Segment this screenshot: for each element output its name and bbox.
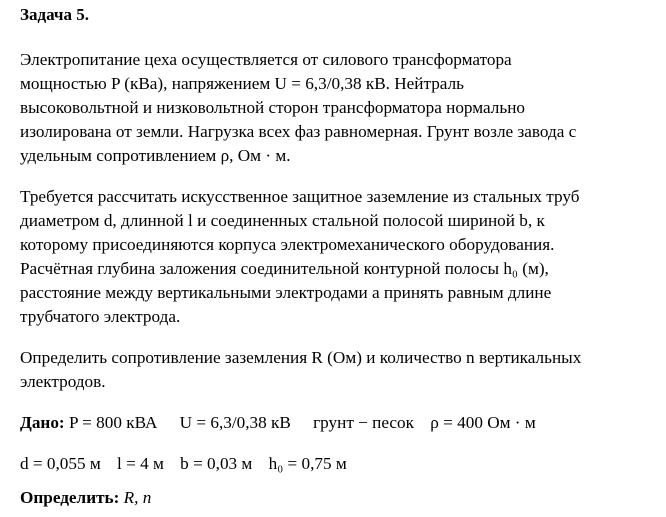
- given-voltage: U = 6,3/0,38 кВ: [179, 413, 291, 432]
- find-value: R, n: [123, 488, 152, 507]
- find-label: Определить:: [20, 488, 120, 507]
- find-line: [20, 486, 151, 510]
- paragraph-1-line-4: изолирована от земли. Нагрузка всех фаз равномерная. Грунт возле завода с: [20, 122, 577, 141]
- paragraph-2-line-6: трубчатого электрода.: [20, 307, 181, 326]
- task-title: Задача 5.: [20, 5, 89, 24]
- paragraph-2-line-1: Требуется рассчитать искусственное защитное заземление из стальных труб: [20, 187, 580, 206]
- paragraph-2-line-3: которому присоединяются корпуса электромеханического оборудования.: [20, 235, 555, 254]
- paragraph-3-line-1: Определить сопротивление заземления R (Ом) и количество n вертикальных: [20, 348, 582, 367]
- given-length: l = 4 м: [117, 454, 164, 473]
- given-line-2: [20, 452, 347, 476]
- given-soil: грунт − песок: [313, 413, 414, 432]
- given-power: P = 800 кВА: [68, 413, 158, 432]
- paragraph-3-line-2: электродов.: [20, 372, 106, 391]
- paragraph-2-line-4: Расчётная глубина заложения соединительной контурной полосы h₀ (м),: [20, 259, 549, 278]
- paragraph-2-line-2: диаметром d, длинной l и соединенных стальной полосой шириной b, к: [20, 211, 545, 230]
- given-width: b = 0,03 м: [180, 454, 253, 473]
- given-label: Дано:: [20, 413, 65, 432]
- given-depth: h₀ = 0,75 м: [268, 454, 347, 473]
- paragraph-1-line-2: мощностью P (кВа), напряжением U = 6,3/0,38 кВ. Нейтраль: [20, 74, 465, 93]
- given-resistivity: ρ = 400 Ом · м: [430, 413, 536, 432]
- paragraph-1-line-5: удельным сопротивлением ρ, Ом · м.: [20, 146, 291, 165]
- given-diameter: d = 0,055 м: [20, 454, 101, 473]
- paragraph-2-line-5: расстояние между вертикальными электродами a принять равным длине: [20, 283, 552, 302]
- paragraph-1-line-1: Электропитание цеха осуществляется от силового трансформатора: [20, 50, 512, 69]
- given-line-1: [20, 411, 536, 435]
- paragraph-1-line-3: высоковольтной и низковольтной сторон трансформатора нормально: [20, 98, 525, 117]
